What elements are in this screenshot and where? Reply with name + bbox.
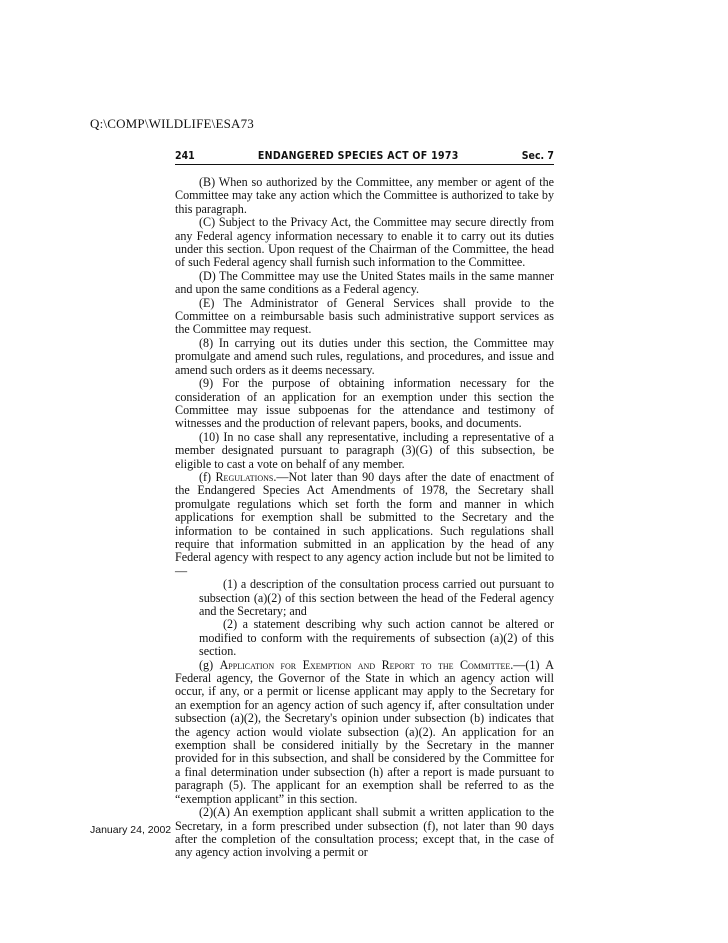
subsection-f-text: .—Not later than 90 days after the date of enactment of the Endangered Species Act Amendments of 1978, the Secretary shall promulgate regulations which set forth the form and manner in which applications for exemption shall be submitted to the Secretary and the information to be contained in such applications. Such regulations shall require that information submitted in an application by the head of any Federal agency with respect to any agency action include but not be limited to—: [175, 469, 555, 578]
subsection-g-application: [175, 659, 554, 806]
page-number: 241: [175, 150, 195, 162]
subsection-f-regulations: [175, 471, 554, 578]
paragraph-c: (C) Subject to the Privacy Act, the Committee may secure directly from any Federal agency information necessary to enable it to carry out its duties under this section. Upon request of the Chairman of the Committee, the head of such Federal agency shall furnish such information to the Committee.: [175, 215, 554, 270]
paragraph-8: (8) In carrying out its duties under this section, the Committee may promulgate and amend such rules, regulations, and procedures, and issue and amend such orders as it deems necessary.: [175, 335, 554, 377]
page-body: [175, 176, 554, 860]
file-path: Q:\COMP\WILDLIFE\ESA73: [90, 116, 255, 131]
subsection-f-heading: Regulations: [215, 469, 274, 484]
section-number: Sec. 7: [521, 150, 554, 162]
running-title: ENDANGERED SPECIES ACT OF 1973: [257, 150, 459, 162]
paragraph-2a: (2)(A) An exemption applicant shall submit a written application to the Secretary, in a form prescribed under subsection (f), not later than 90 days after the completion of the consultation process; except that, in the case of any agency action involving a permit or: [175, 805, 554, 860]
running-head: [175, 150, 554, 165]
subsection-g-prefix: (g): [199, 657, 220, 672]
paragraph-b: (B) When so authorized by the Committee, any member or agent of the Committee may take any action which the Committee is authorized to take by this paragraph.: [175, 175, 554, 216]
paragraph-e: (E) The Administrator of General Services shall provide to the Committee on a reimbursable basis such administrative support services as the Committee may request.: [175, 295, 554, 337]
regulations-item-2: (2) a statement describing why such action cannot be altered or modified to conform with the requirements of subsection (a)(2) of this section.: [199, 617, 554, 659]
paragraph-9: (9) For the purpose of obtaining information necessary for the consideration of an application for an exemption under this section the Committee may issue subpoenas for the attendance and testimony of witnesses and the production of relevant papers, books, and documents.: [175, 376, 554, 431]
subsection-f-prefix: (f): [199, 469, 216, 484]
paragraph-10: (10) In no case shall any representative, including a representative of a member designated pursuant to paragraph (3)(G) of this subsection, be eligible to cast a vote on behalf of any member.: [175, 429, 554, 471]
paragraph-d: (D) The Committee may use the United States mails in the same manner and upon the same conditions as a Federal agency.: [175, 268, 554, 297]
footer-date: January 24, 2002: [90, 824, 172, 836]
subsection-g-text: .—(1) A Federal agency, the Governor of the State in which an agency action will occur, if any, or a permit or license applicant may apply to the Secretary for an exemption for an agency action of such agency if, after consultation under subsection (a)(2), the Secretary's opinion under subsection (b) indicates that the agency action would violate subsection (a)(2). An application for an exemption shall be considered initially by the Secretary in the manner provided for in this subsection, and shall be considered by the Committee for a final determination under subsection (h) after a report is made pursuant to paragraph (5). The applicant for an exemption shall be referred to as the “exemption applicant” in this section.: [175, 657, 555, 806]
regulations-item-1: (1) a description of the consultation process carried out pursuant to subsection (a)(2) of this section between the head of the Federal agency and the Secretary; and: [199, 577, 554, 618]
subsection-g-heading: Application for Exemption and Report to the Committee: [219, 657, 511, 672]
